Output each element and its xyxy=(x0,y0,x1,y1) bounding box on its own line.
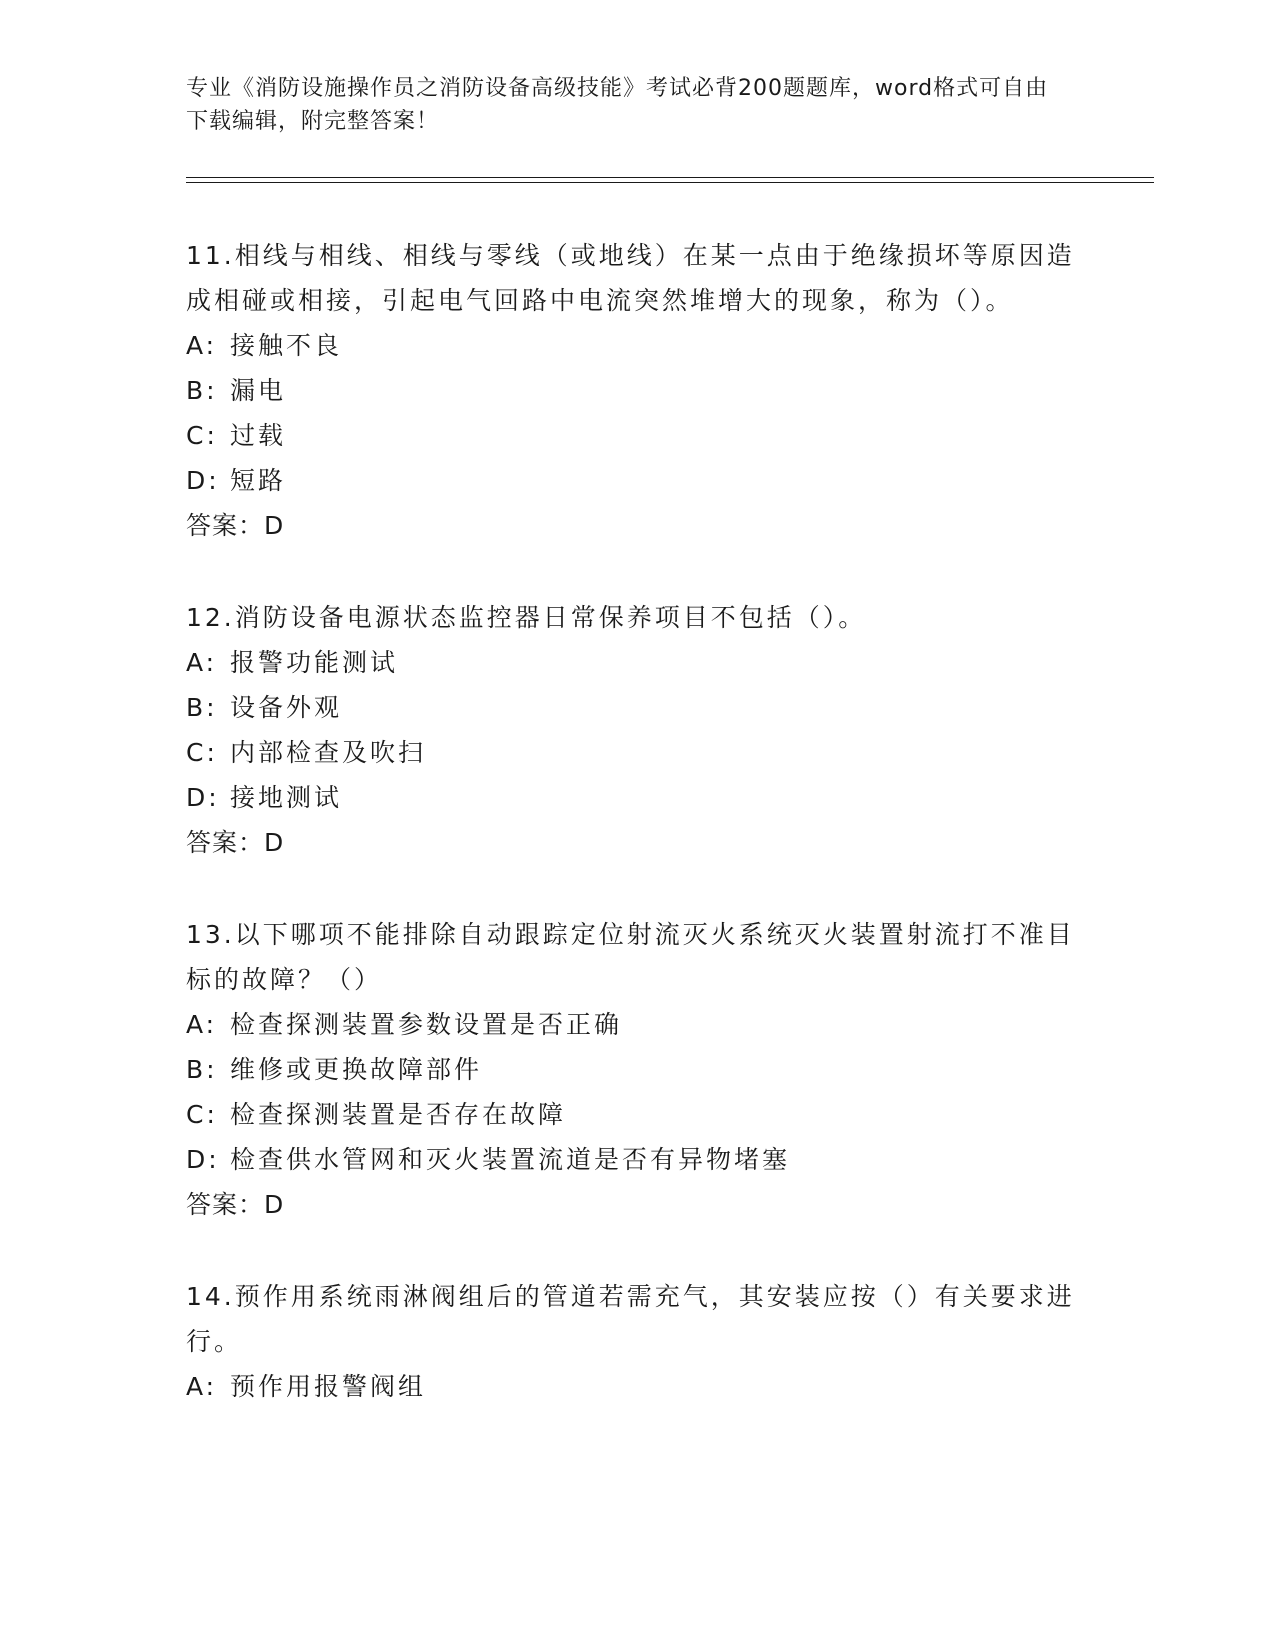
option-a xyxy=(186,1364,1086,1409)
answer-text: 答案：D xyxy=(186,511,285,540)
option-text: 检查探测装置是否存在故障 xyxy=(230,1100,567,1129)
question-text: 14.预作用系统雨淋阀组后的管道若需充气，其安装应按（）有关要求进行。 xyxy=(186,1282,1075,1356)
question-list xyxy=(186,233,1086,1456)
option-key: A: xyxy=(186,1372,218,1401)
option-key: B: xyxy=(186,693,218,722)
option-text: 预作用报警阀组 xyxy=(230,1372,427,1401)
option-c xyxy=(186,1092,1086,1137)
option-b xyxy=(186,368,1086,413)
question-14 xyxy=(186,1274,1086,1409)
option-text: 接触不良 xyxy=(230,331,343,360)
header-divider-top xyxy=(186,177,1154,178)
option-text: 短路 xyxy=(230,466,287,495)
option-key: C: xyxy=(186,738,218,767)
option-a xyxy=(186,323,1086,368)
question-13 xyxy=(186,912,1086,1227)
option-text: 检查探测装置参数设置是否正确 xyxy=(230,1010,623,1039)
option-a xyxy=(186,1002,1086,1047)
option-c xyxy=(186,730,1086,775)
question-text: 11.相线与相线、相线与零线（或地线）在某一点由于绝缘损坏等原因造成相碰或相接，引起电气回路中电流突然堆增大的现象，称为（）。 xyxy=(186,241,1075,315)
option-key: C: xyxy=(186,1100,218,1129)
header-divider-bottom xyxy=(186,182,1154,183)
answer-text: 答案：D xyxy=(186,828,285,857)
option-key: A: xyxy=(186,648,218,677)
option-key: C: xyxy=(186,421,218,450)
option-c xyxy=(186,413,1086,458)
option-b xyxy=(186,685,1086,730)
option-d xyxy=(186,458,1086,503)
option-key: A: xyxy=(186,1010,218,1039)
option-b xyxy=(186,1047,1086,1092)
question-text: 13.以下哪项不能排除自动跟踪定位射流灭火系统灭火装置射流打不准目标的故障？（） xyxy=(186,920,1075,994)
option-key: B: xyxy=(186,1055,218,1084)
option-key: D: xyxy=(186,466,220,495)
answer-text: 答案：D xyxy=(186,1190,285,1219)
option-a xyxy=(186,640,1086,685)
question-11 xyxy=(186,233,1086,548)
option-text: 漏电 xyxy=(230,376,287,405)
option-d xyxy=(186,1137,1086,1182)
option-d xyxy=(186,775,1086,820)
question-12 xyxy=(186,595,1086,865)
option-key: D: xyxy=(186,783,220,812)
question-text: 12.消防设备电源状态监控器日常保养项目不包括（）。 xyxy=(186,603,867,632)
option-key: D: xyxy=(186,1145,220,1174)
option-text: 设备外观 xyxy=(230,693,343,722)
option-text: 检查供水管网和灭火装置流道是否有异物堵塞 xyxy=(230,1145,791,1174)
option-text: 接地测试 xyxy=(230,783,343,812)
option-key: B: xyxy=(186,376,218,405)
document-header: 专业《消防设施操作员之消防设备高级技能》考试必背200题题库，word格式可自由下载编辑，附完整答案！ xyxy=(186,76,1049,134)
option-key: A: xyxy=(186,331,218,360)
option-text: 报警功能测试 xyxy=(230,648,399,677)
option-text: 内部检查及吹扫 xyxy=(230,738,427,767)
option-text: 维修或更换故障部件 xyxy=(230,1055,483,1084)
option-text: 过载 xyxy=(230,421,287,450)
